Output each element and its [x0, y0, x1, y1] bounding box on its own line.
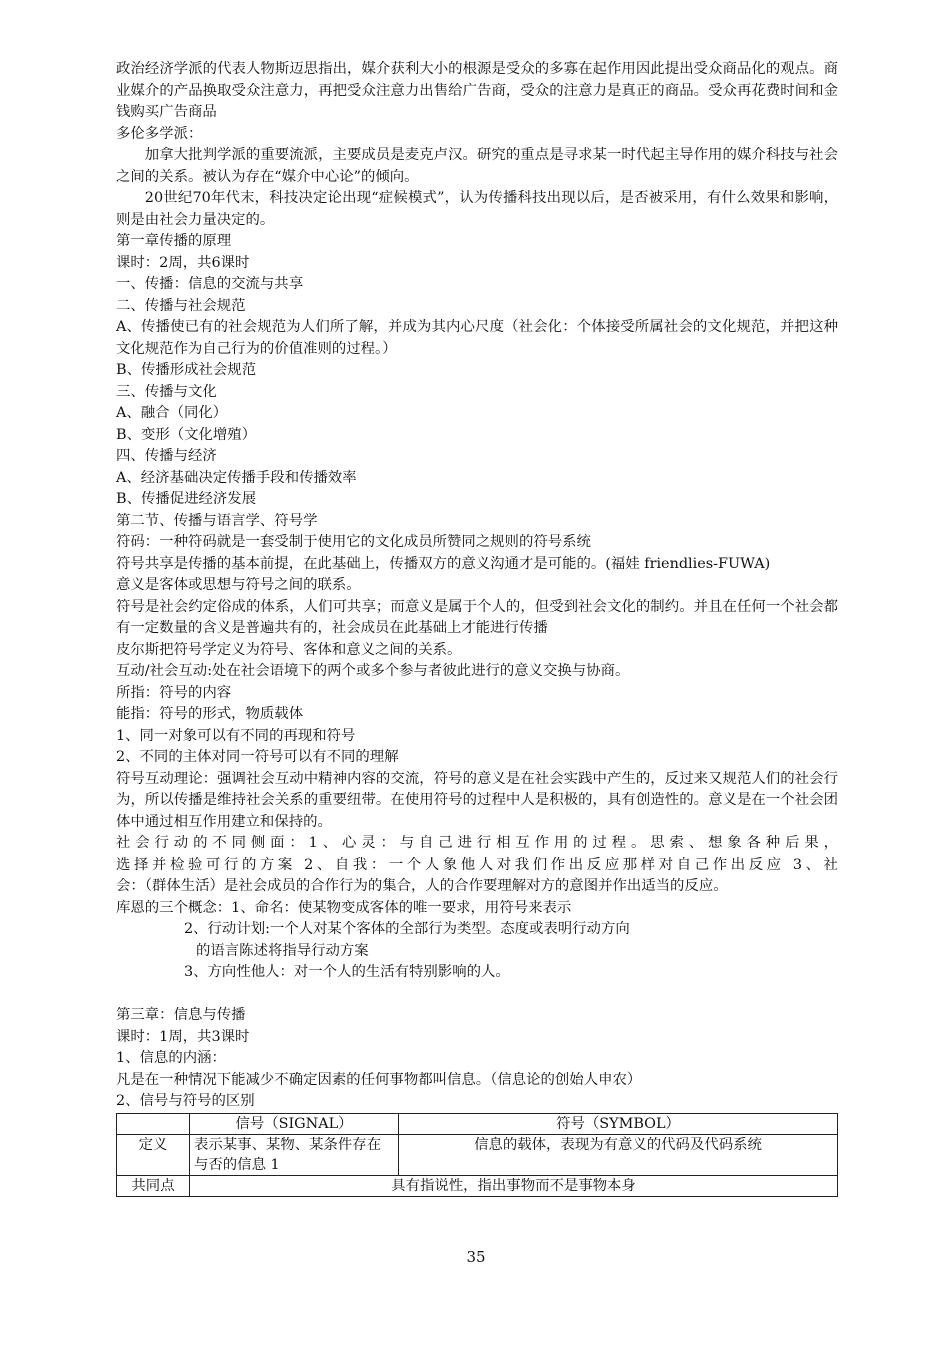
section-title: 第二节、传播与语言学、符号学 — [116, 512, 318, 529]
paragraph: 互动/社会互动:处在社会语境下的两个或多个参与者彼此进行的意义交换与协商。 — [116, 663, 630, 679]
section-heading: 二、传播与社会规范 — [116, 297, 246, 314]
class-hours: 课时：1周，共3课时 — [116, 1028, 250, 1045]
spacer — [116, 984, 838, 1006]
table-row — [117, 1175, 838, 1196]
document-body — [116, 59, 838, 1197]
list-item: 2、不同的主体对同一符号可以有不同的理解 — [116, 749, 399, 765]
table-cell: 共同点 — [117, 1175, 190, 1196]
paragraph-media-economics: 政治经济学派的代表人物斯迈思指出，媒介获利大小的根源是受众的多寡在起作用因此提出受众商品化的观点。商业媒介的产品换取受众注意力，再把受众注意力出售给广告商，受众的注意力是真正的商品。受众再花费时间和金钱购买广告商品 — [116, 61, 838, 120]
table-header-row — [117, 1113, 838, 1134]
paragraph: 符号是社会约定俗成的体系，人们可共享；而意义是属于个人的，但受到社会文化的制约。并且在任何一个社会都有一定数量的含义是普遍共有的，社会成员在此基础上才能进行传播 — [116, 598, 838, 636]
section-heading: 一、传播：信息的交流与共享 — [116, 276, 304, 292]
paragraph: 皮尔斯把符号学定义为符号、客体和意义之间的关系。 — [116, 641, 462, 658]
paragraph: 所指：符号的内容 — [116, 684, 232, 701]
list-item: 的语言陈述将指导行动方案 — [196, 942, 369, 959]
paragraph-social-action-line: 选择并检验可行的方案 2、自我：一个人象他人对我们作出反应那样对自己作出反应 3、社 — [116, 856, 838, 873]
table-cell: 表示某事、某物、某条件存在与否的信息 1 — [190, 1134, 399, 1175]
list-item: B、变形（文化增殖） — [116, 426, 257, 443]
paragraph: 能指：符号的形式，物质载体 — [116, 706, 304, 722]
page-number: 35 — [466, 1248, 486, 1266]
paragraph-toronto-school: 加拿大批判学派的重要流派，主要成员是麦克卢汉。研究的重点是寻求某一时代起主导作用的媒介科技与社会之间的关系。被认为存在“媒介中心论”的倾向。 — [116, 147, 838, 185]
chapter-title: 第三章：信息与传播 — [116, 1007, 246, 1023]
list-item: 2、行动计划:一个人对某个客体的全部行为类型。态度或表明行动方向 — [184, 921, 630, 937]
signal-symbol-table — [116, 1113, 838, 1197]
list-item: B、传播形成社会规范 — [116, 362, 257, 378]
table-cell: 定义 — [117, 1134, 190, 1175]
table-header-cell: 信号（SIGNAL） — [190, 1113, 399, 1134]
paragraph: 意义是客体或思想与符号之间的联系。 — [116, 577, 361, 593]
paragraph: 符码：一种符码就是一套受制于使用它的文化成员所赞同之规则的符号系统 — [116, 534, 591, 550]
section-heading: 三、传播与文化 — [116, 383, 217, 400]
section-heading: 四、传播与经济 — [116, 448, 217, 464]
paragraph-symbolic-interaction: 符号互动理论：强调社会互动中精神内容的交流，符号的意义是在社会实践中产生的，反过来又规范人们的社会行为，所以传播是维持社会关系的重要纽带。在使用符号的过程中人是积极的，具有创造性的。意义是在一个社会团体中通过相互作用建立和保持的。 — [116, 770, 838, 830]
section-heading: 1、信息的内涵： — [116, 1050, 226, 1066]
paragraph-social-action-line: 社会行动的不同侧面：1、心灵：与自己进行相互作用的过程。思索、想象各种后果， — [116, 835, 838, 851]
table-row — [117, 1134, 838, 1175]
table-header-cell — [117, 1113, 190, 1134]
table-cell: 信息的载体，表现为有意义的代码及代码系统 — [399, 1134, 838, 1175]
list-item: A、融合（同化） — [116, 405, 228, 421]
paragraph-symptom-model: 20世纪70年代末，科技决定论出现“症候模式”，认为传播科技出现以后，是否被采用，有什么效果和影响，则是由社会力量决定的。 — [116, 190, 838, 228]
list-item: B、传播促进经济发展 — [116, 491, 257, 507]
list-item: A、传播使已有的社会规范为人们所了解，并成为其内心尺度（社会化：个体接受所属社会的文化规范，并把这种文化规范作为自己行为的价值准则的过程。） — [116, 319, 838, 357]
list-item: 3、方向性他人：对一个人的生活有特别影响的人。 — [184, 964, 510, 980]
section-heading: 2、信号与符号的区别 — [116, 1093, 255, 1109]
chapter-title: 第一章传播的原理 — [116, 233, 232, 249]
list-item: A、经济基础决定传播手段和传播效率 — [116, 469, 357, 486]
table-header-cell: 符号（SYMBOL） — [399, 1113, 838, 1134]
paragraph-kuhn-concepts: 库恩的三个概念：1、命名：使某物变成客体的唯一要求，用符号来表示 — [116, 899, 572, 916]
table-cell: 具有指说性，指出事物而不是事物本身 — [190, 1175, 838, 1196]
paragraph: 符号共享是传播的基本前提，在此基础上，传播双方的意义沟通才是可能的。(福娃 friendlies-FUWA) — [116, 555, 771, 572]
paragraph-social-action-line: 会：（群体生活）是社会成员的合作行为的集合，人的合作要理解对方的意图并作出适当的反应。 — [116, 878, 728, 894]
heading-toronto-school: 多伦多学派： — [116, 125, 203, 142]
paragraph: 凡是在一种情况下能减少不确定因素的任何事物都叫信息。（信息论的创始人申农） — [116, 1071, 642, 1088]
class-hours: 课时：2周，共6课时 — [116, 254, 250, 271]
list-item: 1、同一对象可以有不同的再现和符号 — [116, 727, 356, 744]
